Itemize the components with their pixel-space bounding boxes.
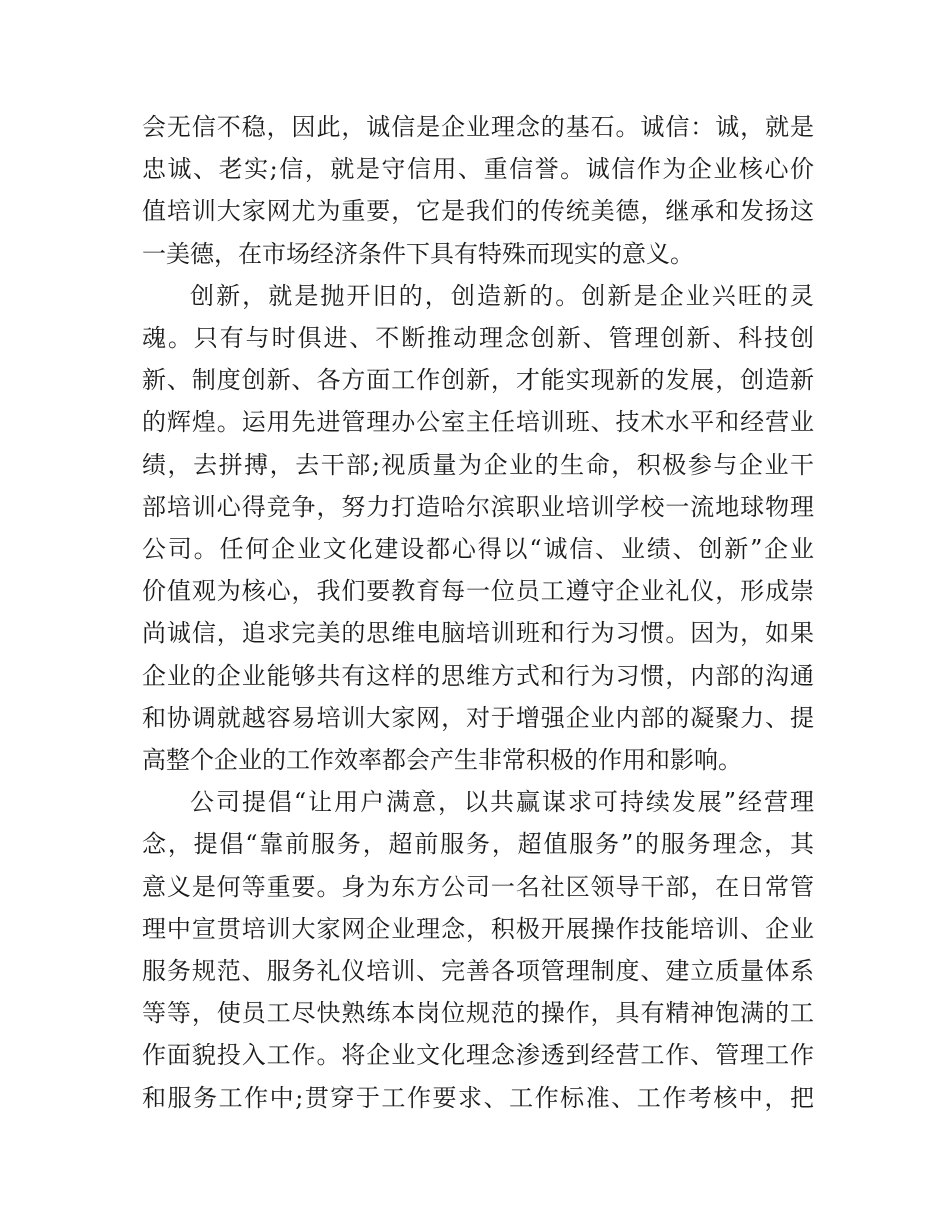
text-line: 公司提倡“让用户满意，以共赢谋求可持续发展”经营理 <box>190 788 814 817</box>
text-line: 作面貌投入工作。将企业文化理念渗透到经营工作、管理工作 <box>142 1041 814 1070</box>
text-line: 理中宣贯培训大家网企业理念，积极开展操作技能培训、企业 <box>142 914 814 943</box>
text-line: 和协调就越容易培训大家网，对于增强企业内部的凝聚力、提 <box>142 703 814 732</box>
text-line: 尚诚信，追求完美的思维电脑培训班和行为习惯。因为，如果 <box>142 619 814 648</box>
text-line: 的辉煌。运用先进管理办公室主任培训班、技术水平和经营业 <box>142 408 814 437</box>
text-line: 会无信不稳，因此，诚信是企业理念的基石。诚信：诚，就是 <box>142 113 814 141</box>
text-line: 忠诚、老实;信，就是守信用、重信誉。诚信作为企业核心价 <box>142 155 814 184</box>
paragraph-integrity <box>142 106 814 275</box>
text-line: 高整个企业的工作效率都会产生非常积极的作用和影响。 <box>142 746 742 775</box>
text-line: 公司。任何企业文化建设都心得以“诚信、业绩、创新”企业 <box>142 535 814 564</box>
text-line: 价值观为核心，我们要教育每一位员工遵守企业礼仪，形成崇 <box>142 577 814 606</box>
text-line: 一美德，在市场经济条件下具有特殊而现实的意义。 <box>142 239 694 268</box>
text-line: 企业的企业能够共有这样的思维方式和行为习惯，内部的沟通 <box>142 661 814 690</box>
text-line: 等等，使员工尽快熟练本岗位规范的操作，具有精神饱满的工 <box>142 999 814 1028</box>
text-line: 部培训心得竞争，努力打造哈尔滨职业培训学校一流地球物理 <box>142 492 814 521</box>
paragraph-service-philosophy <box>142 781 814 1119</box>
text-line: 创新，就是抛开旧的，创造新的。创新是企业兴旺的灵 <box>190 281 814 310</box>
text-line: 值培训大家网尤为重要，它是我们的传统美德，继承和发扬这 <box>142 197 814 226</box>
body-text <box>142 106 814 1119</box>
text-line: 意义是何等重要。身为东方公司一名社区领导干部，在日常管 <box>142 872 814 901</box>
text-line: 服务规范、服务礼仪培训、完善各项管理制度、建立质量体系 <box>142 957 814 986</box>
paragraph-innovation <box>142 275 814 781</box>
text-line: 和服务工作中;贯穿于工作要求、工作标准、工作考核中，把 <box>142 1083 814 1112</box>
text-line: 绩，去拼搏，去干部;视质量为企业的生命，积极参与企业干 <box>142 450 814 479</box>
text-line: 魂。只有与时俱进、不断推动理念创新、管理创新、科技创 <box>142 324 814 353</box>
text-line: 新、制度创新、各方面工作创新，才能实现新的发展，创造新 <box>142 366 814 395</box>
text-line: 念，提倡“靠前服务，超前服务，超值服务”的服务理念，其 <box>142 830 814 859</box>
